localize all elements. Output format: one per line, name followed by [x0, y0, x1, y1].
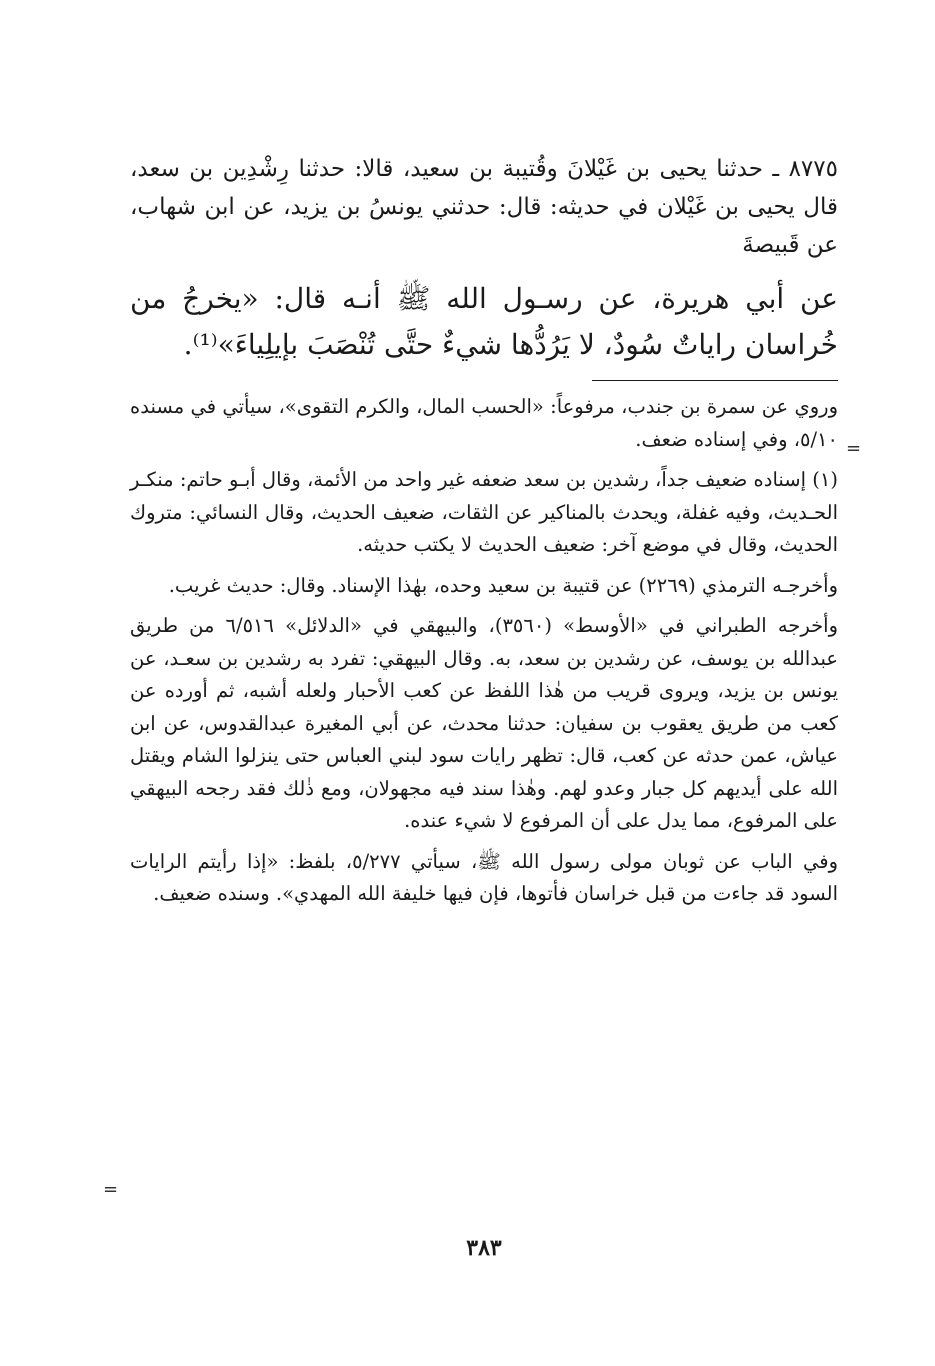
document-page [130, 150, 838, 1260]
footnote-tirmidhi: وأخرجـه الترمذي (٢٢٦٩) عن قتيبة بن سعيد وحده، بهٰذا الإسناد. وقال: حديث غريب. [168, 573, 838, 597]
page-number: ٣٨٣ [466, 1235, 502, 1261]
continuation-mark-top: = [846, 438, 862, 459]
hadith-isnad: ٨٧٧٥ ـ حدثنا يحيى بن غَيْلانَ وقُتيبة بن سعيد، قالا: حدثنا رِشْدِين بن سعد، قال يحيى بن غَيْلان في حديثه: قال: حدثني يونسُ بن يزيد، عن ابن شهاب، عن قَبيصةَ [130, 156, 838, 258]
footnote-separator [592, 380, 838, 381]
footnote-thawban: وفي الباب عن ثوبان مولى رسول الله ﷺ، سيأتي ٥/٢٧٧، بلفظ: «إذا رأيتم الرايات السود قد جاءت من قبل خراسان فأتوها، فإن فيها خليفة الله المهدي». وسنده ضعيف. [130, 849, 838, 905]
hadith-matn: عن أبي هريرة، عن رسـول الله ﷺ أنـه قال: «يخرجُ من خُراسان راياتٌ سُودٌ، لا يَرُدُّها شيءٌ حتَّى تُنْصَبَ بإيلِياءَ»⁽¹⁾. [130, 282, 838, 361]
continuation-mark-bottom: = [103, 1179, 119, 1200]
footnote-1: (١) إسناده ضعيف جداً، رشدين بن سعد ضعفه غير واحد من الأئمة، وقال أبـو حاتم: منكـر الحـديث، وفيه غفلة، ويحدث بالمناكير عن الثقات، ضعيف الحديث، وقال النسائي: متروك الحديث، وقال في موضع آخر: ضعيف الحديث لا يكتب حديثه. [130, 468, 838, 556]
footnotes-section [130, 391, 838, 911]
footnote-tabarani: وأخرجه الطبراني في «الأوسط» (٣٥٦٠)، والبيهقي في «الدلائل» ٦/٥١٦ من طريق عبدالله بن يوسف، عن رشدين بن سعد، به. وقال البيهقي: تفرد به رشدين بن سعـد، عن يونس بن يزيد، ويروى قريب من هٰذا اللفظ عن كعب الأحبار ولعله أشبه، ثم أورده عن كعب من طريق يعقوب بن سفيان: حدثنا محدث، عن أبي المغيرة عبدالقدوس، عن ابن عياش، عمن حدثه عن كعب، قال: تظهر رايات سود لبني العباس حتى ينزلوا الشام ويقتل الله على أيديهم كل جبار وعدو لهم. وهٰذا سند فيه مجهولان، ومع ذٰلك فقد رجحه البيهقي على المرفوع، مما يدل على أن المرفوع لا شيء عنده. [130, 614, 838, 832]
footnote-continuation: وروي عن سمرة بن جندب، مرفوعاً: «الحسب المال، والكرم التقوى»، سيأتي في مسنده ٥/١٠، وفي إسناده ضعف. [130, 395, 838, 451]
